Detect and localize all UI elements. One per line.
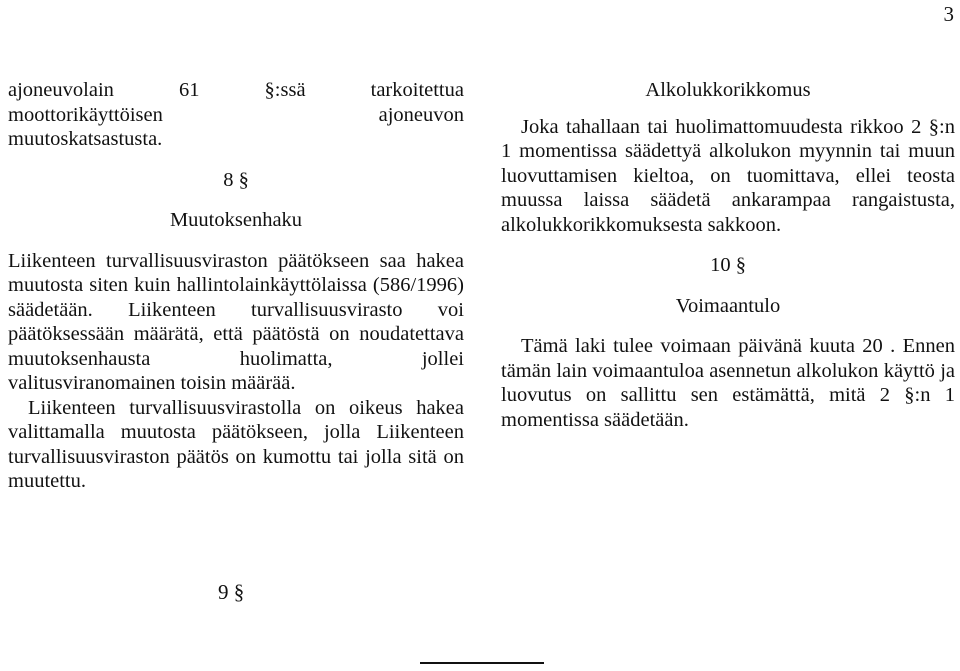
section-8-paragraph-1: Liikenteen turvallisuusviraston päätökseen saa hakea muutosta siten kuin hallintolainkäyttölaissa (586/1996) säädetään. Liikenteen turvallisuusvirasto voi päätöksessään määrätä, että päätöstä on noudatettava muutoksenhausta huolimatta, jollei valitusviranomainen toisin määrää. <box>8 249 464 394</box>
intro-word: ajoneuvolain <box>8 79 114 101</box>
intro-word: 61 <box>178 79 200 101</box>
section-9-number: 9 § <box>218 580 245 604</box>
intro-word: ajoneuvon <box>378 103 464 126</box>
section-9-paragraph: Joka tahallaan tai huolimattomuudesta rikkoo 2 §:n 1 momentissa säädettyä alkolukon myynnin tai muun luovuttamisen kieltoa, on tuomittava, ellei teosta muussa laissa säädetä ankarampaa rangaistusta, alkolukkorikkomuksesta sakkoon. <box>501 115 955 236</box>
footer-rule <box>420 662 544 664</box>
intro-line-3: muutoskatsastusta. <box>8 128 163 150</box>
section-10-number: 10 § <box>710 254 746 276</box>
section-10-heading: Voimaantulo <box>675 294 781 317</box>
intro-word: tarkoitettua <box>370 79 464 101</box>
right-column <box>501 78 955 432</box>
section-8-paragraph-2: Liikenteen turvallisuusvirastolla on oikeus hakea valittamalla muutosta päätökseen, jolla Liikenteen turvallisuusviraston päätös on kumottu tai jolla sitä on muutettu. <box>8 396 464 492</box>
section-10-paragraph: Tämä laki tulee voimaan päivänä kuuta 20 . Ennen tämän lain voimaantuloa asennetun alkolukon käyttö ja luovutus on sallittu sen estämättä, mitä 2 §:n 1 momentissa säädetään. <box>501 335 955 431</box>
section-9-heading: Alkolukkorikkomus <box>645 79 811 101</box>
intro-line-1 <box>8 78 464 103</box>
page-number: 3 <box>943 2 954 26</box>
intro-word: §:ssä <box>264 79 306 101</box>
intro-word: moottorikäyttöisen <box>8 103 163 126</box>
section-8-heading: Muutoksenhaku <box>169 209 303 231</box>
left-column <box>8 78 464 494</box>
section-8-number: 8 § <box>223 168 249 191</box>
intro-line-2 <box>8 103 464 128</box>
